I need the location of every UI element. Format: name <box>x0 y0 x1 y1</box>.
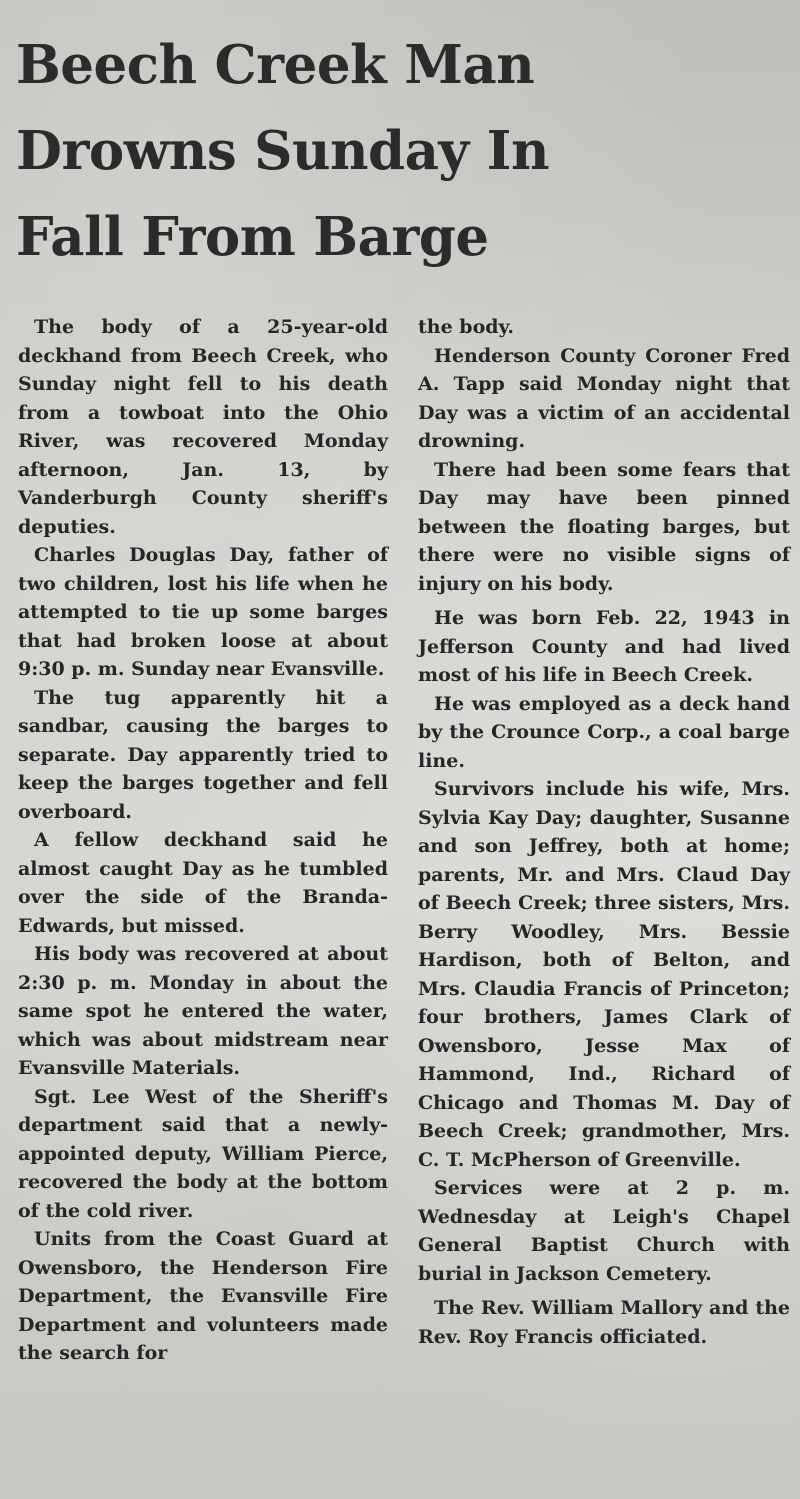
paragraph: The body of a 25-year-old deckhand from Beech Creek, who Sunday night fell to his death from a towboat into the Ohio River, was recovered Monday afternoon, Jan. 13, by Vanderburgh County sheriff's deputies. <box>18 316 388 538</box>
paragraph: Charles Douglas Day, father of two children, lost his life when he attempted to tie up some barges that had broken loose at about 9:30 p. m. Sunday near Evansville. <box>18 544 388 680</box>
paragraph: The tug apparently hit a sandbar, causing the barges to separate. Day apparently tried to keep the barges together and fell overboard. <box>18 686 388 823</box>
paragraph: His body was recovered at about 2:30 p. m. Monday in about the same spot he entered the water, which was about midstream near Evansville Materials. <box>18 943 388 1079</box>
headline-line: Fall From Barge <box>16 206 489 268</box>
paragraph: the body. <box>418 316 515 338</box>
paragraph: There had been some fears that Day may have been pinned between the floating barges, but there were no visible signs of injury on his body. <box>418 458 790 595</box>
paragraph: Sgt. Lee West of the Sheriff's department said that a newly-appointed deputy, William Pierce, recovered the body at the bottom of the cold river. <box>18 1085 388 1222</box>
paragraph: Henderson County Coroner Fred A. Tapp said Monday night that Day was a victim of an accidental drowning. <box>418 344 790 452</box>
paragraph: He was born Feb. 22, 1943 in Jefferson County and had lived most of his life in Beech Creek. <box>418 607 790 686</box>
paragraph: The Rev. William Mallory and the Rev. Roy Francis officiated. <box>418 1297 790 1348</box>
headline-line: Drowns Sunday In <box>16 120 549 182</box>
paragraph: He was employed as a deck hand by the Crounce Corp., a coal barge line. <box>418 692 790 772</box>
article-column-left <box>18 313 388 1368</box>
paragraph: A fellow deckhand said he almost caught Day as he tumbled over the side of the Branda-Edwards, but missed. <box>18 829 388 937</box>
headline-line: Beech Creek Man <box>16 34 535 96</box>
article-column-right <box>418 313 790 1351</box>
paragraph: Survivors include his wife, Mrs. Sylvia Kay Day; daughter, Susanne and son Jeffrey, both at home; parents, Mr. and Mrs. Claud Day of Beech Creek; three sisters, Mrs. Berry Woodley, Mrs. Bessie Hardison, both of Belton, and Mrs. Claudia Francis of Princeton; four brothers, James Clark of Owensboro, Jesse Max of Hammond, Ind., Richard of Chicago and Thomas M. Day of Beech Creek; grandmother, Mrs. C. T. McPherson of Greenville. <box>418 778 790 1171</box>
paragraph: Services were at 2 p. m. Wednesday at Leigh's Chapel General Baptist Church with burial in Jackson Cemetery. <box>418 1177 790 1285</box>
headline <box>16 22 696 280</box>
paragraph: Units from the Coast Guard at Owensboro, the Henderson Fire Department, the Evansville Fire Department and volunteers made the search for <box>18 1228 388 1364</box>
